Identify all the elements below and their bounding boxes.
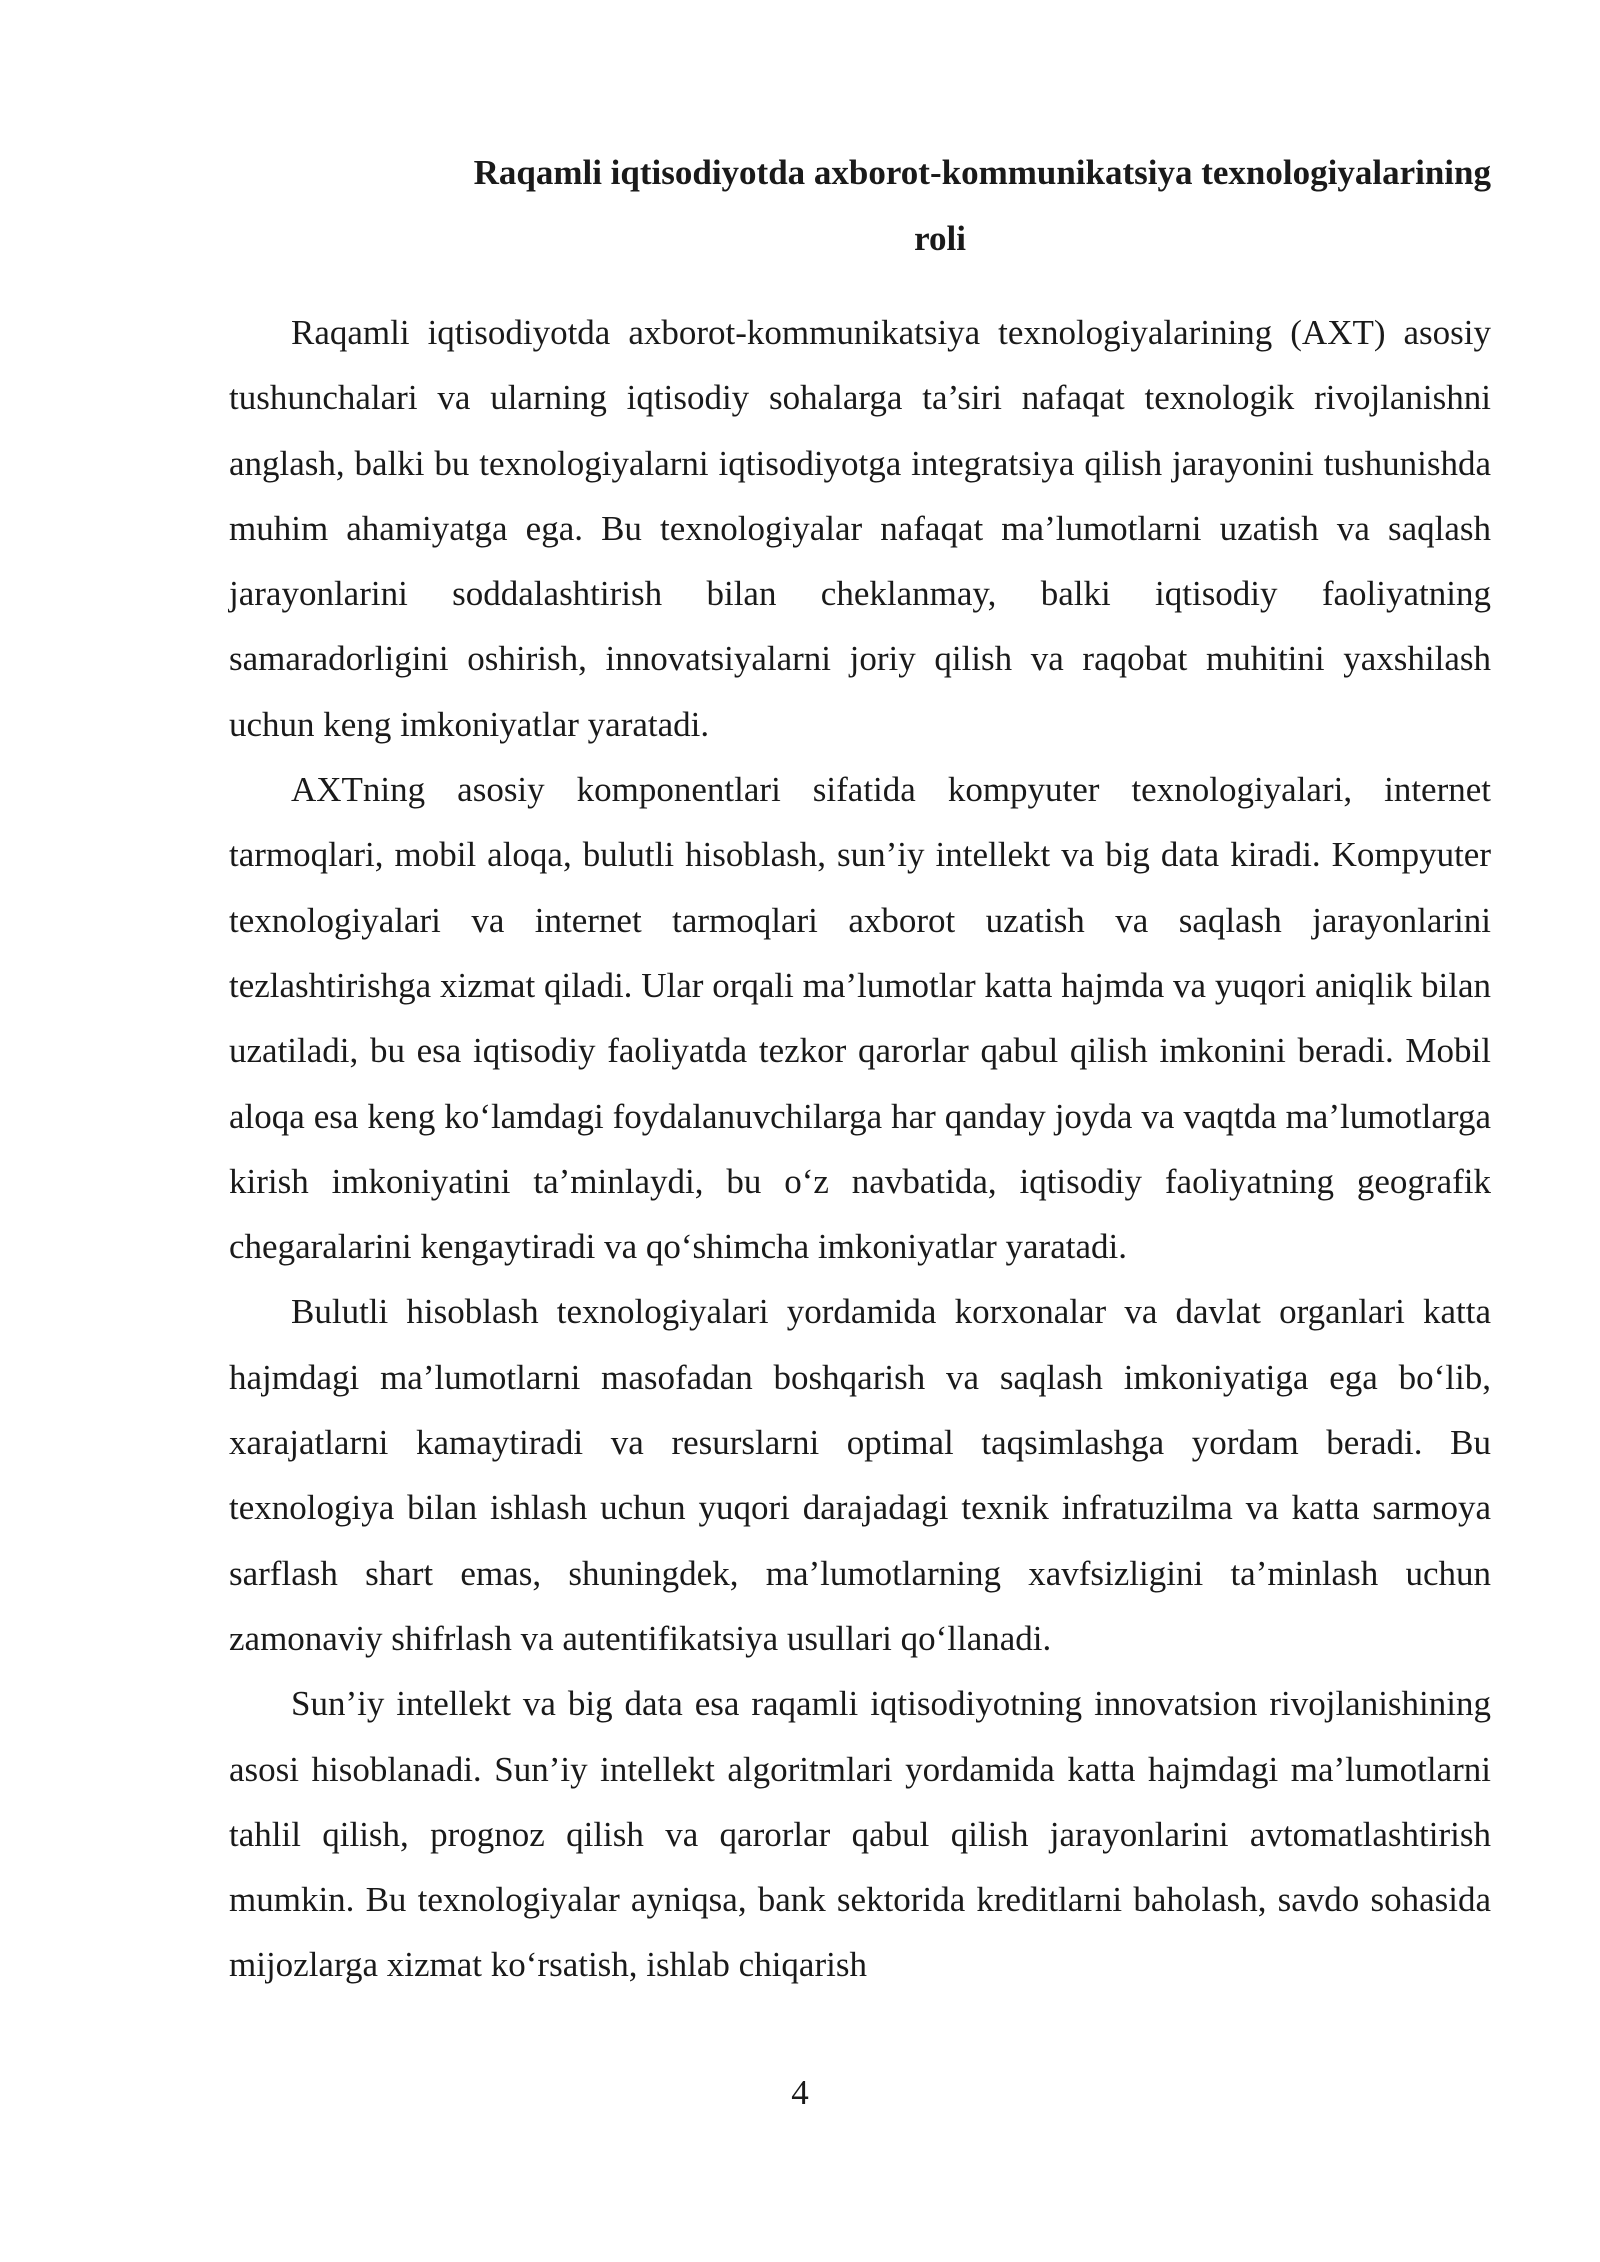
title-line-2: roli — [914, 219, 966, 258]
title-line-1: Raqamli iqtisodiyotda axborot-kommunikatsiya texnologiyalarining — [473, 153, 1491, 192]
paragraph-3: Bulutli hisoblash texnologiyalari yordamida korxonalar va davlat organlari katta hajmdagi ma’lumotlarni masofadan boshqarish va saqlash imkoniyatiga ega bo‘lib, xarajatlarni kamaytiradi va resurslarni optimal taqsimlashga yordam beradi. Bu texnologiya bilan ishlash uchun yuqori darajadagi texnik infratuzilma va katta sarmoya sarflash shart emas, shuningdek, ma’lumotlarning xavfsizligini ta’minlash uchun zamonaviy shifrlash va autentifikatsiya usullari qo‘llanadi. — [229, 1292, 1491, 1658]
body-text — [229, 300, 1491, 1998]
paragraph-4: Sun’iy intellekt va big data esa raqamli iqtisodiyotning innovatsion rivojlanishining asosi hisoblanadi. Sun’iy intellekt algoritmlari yordamida katta hajmdagi ma’lumotlarni tahlil qilish, prognoz qilish va qarorlar qabul qilish jarayonlarini avtomatlashtirish mumkin. Bu texnologiyalar ayniqsa, bank sektorida kreditlarni baholash, savdo sohasida mijozlarga xizmat ko‘rsatish, ishlab chiqarish — [229, 1684, 1491, 1985]
page-number: 4 — [791, 2073, 809, 2112]
paragraph-2: AXTning asosiy komponentlari sifatida kompyuter texnologiyalari, internet tarmoqlari, mobil aloqa, bulutli hisoblash, sun’iy intellekt va big data kiradi. Kompyuter texnologiyalari va internet tarmoqlari axborot uzatish va saqlash jarayonlarini tezlashtirishga xizmat qiladi. Ular orqali ma’lumotlar katta hajmda va yuqori aniqlik bilan uzatiladi, bu esa iqtisodiy faoliyatda tezkor qarorlar qabul qilish imkonini beradi. Mobil aloqa esa keng ko‘lamdagi foydalanuvchilarga har qanday joyda va vaqtda ma’lumotlarga kirish imkoniyatini ta’minlaydi, bu o‘z navbatida, iqtisodiy faoliyatning geografik chegaralarini kengaytiradi va qo‘shimcha imkoniyatlar yaratadi. — [229, 770, 1491, 1267]
document-page — [229, 140, 1491, 1998]
document-title — [229, 140, 1491, 272]
paragraph-1: Raqamli iqtisodiyotda axborot-kommunikatsiya texnologiyalarining (AXT) asosiy tushunchalari va ularning iqtisodiy sohalarga ta’siri nafaqat texnologik rivojlanishni anglash, balki bu texnologiyalarni iqtisodiyotga integratsiya qilish jarayonini tushunishda muhim ahamiyatga ega. Bu texnologiyalar nafaqat ma’lumotlarni uzatish va saqlash jarayonlarini soddalashtirish bilan cheklanmay, balki iqtisodiy faoliyatning samaradorligini oshirish, innovatsiyalarni joriy qilish va raqobat muhitini yaxshilash uchun keng imkoniyatlar yaratadi. — [229, 313, 1491, 744]
